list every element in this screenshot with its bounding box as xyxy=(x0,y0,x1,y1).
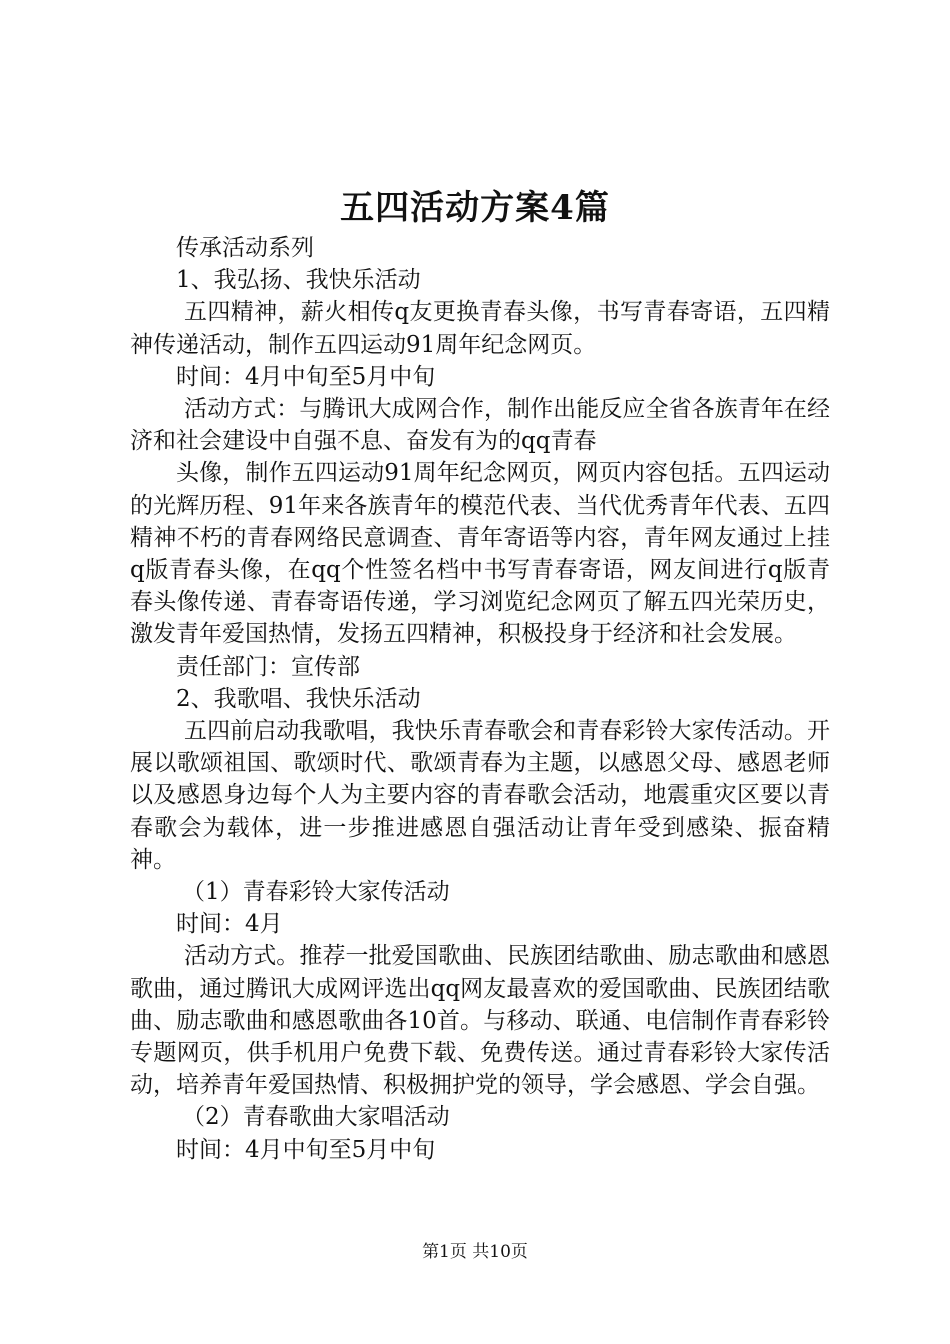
paragraph-subactivity-2-heading: （2）青春歌曲大家唱活动 xyxy=(182,1104,450,1131)
paragraph-activity-2-heading: 2、我歌唱、我快乐活动 xyxy=(176,685,421,712)
page-footer: 第1页 共10页 xyxy=(422,1242,528,1262)
document-title: 五四活动方案4篇 xyxy=(340,188,610,228)
document-body xyxy=(130,232,830,1166)
paragraph-activity-1-time: 时间：4月中旬至5月中旬 xyxy=(176,363,436,390)
paragraph-activity-2-intro: 五四前启动我歌唱，我快乐青春歌会和青春彩铃大家传活动。开展以歌颂祖国、歌颂时代、歌颂青春为主题，以感恩父母、感恩老师以及感恩身边每个人为主要内容的青春歌会活动，地震重灾区要以青春歌会为载体，进一步推进感恩自强活动让青年受到感染、振奋精神。 xyxy=(130,718,830,873)
paragraph-activity-1-method: 活动方式：与腾讯大成网合作，制作出能反应全省各族青年在经济和社会建设中自强不息、奋发有为的qq青春 xyxy=(130,396,830,455)
paragraph-activity-1-intro: 五四精神，薪火相传q友更换青春头像，书写青春寄语，五四精神传递活动，制作五四运动91周年纪念网页。 xyxy=(130,299,830,358)
paragraph-series-heading: 传承活动系列 xyxy=(176,235,314,261)
paragraph-subactivity-2-time: 时间：4月中旬至5月中旬 xyxy=(176,1136,436,1163)
paragraph-subactivity-1-time: 时间：4月 xyxy=(176,911,283,938)
paragraph-activity-1-heading: 1、我弘扬、我快乐活动 xyxy=(176,267,421,294)
paragraph-subactivity-1-method: 活动方式。推荐一批爱国歌曲、民族团结歌曲、励志歌曲和感恩歌曲，通过腾讯大成网评选出qq网友最喜欢的爱国歌曲、民族团结歌曲、励志歌曲和感恩歌曲各10首。与移动、联通、电信制作青春彩铃专题网页，供手机用户免费下载、免费传送。通过青春彩铃大家传活动，培养青年爱国热情、积极拥护党的领导，学会感恩、学会自强。 xyxy=(130,943,830,1099)
paragraph-subactivity-1-heading: （1）青春彩铃大家传活动 xyxy=(182,879,450,906)
paragraph-activity-1-details: 头像，制作五四运动91周年纪念网页，网页内容包括。五四运动的光辉历程、91年来各族青年的模范代表、当代优秀青年代表、五四精神不朽的青春网络民意调查、青年寄语等内容，青年网友通过上挂q版青春头像，在qq个性签名档中书写青春寄语，网友间进行q版青春头像传递、青春寄语传递，学习浏览纪念网页了解五四光荣历史，激发青年爱国热情，发扬五四精神，积极投身于经济和社会发展。 xyxy=(130,460,830,648)
paragraph-activity-1-department: 责任部门：宣传部 xyxy=(176,653,360,680)
